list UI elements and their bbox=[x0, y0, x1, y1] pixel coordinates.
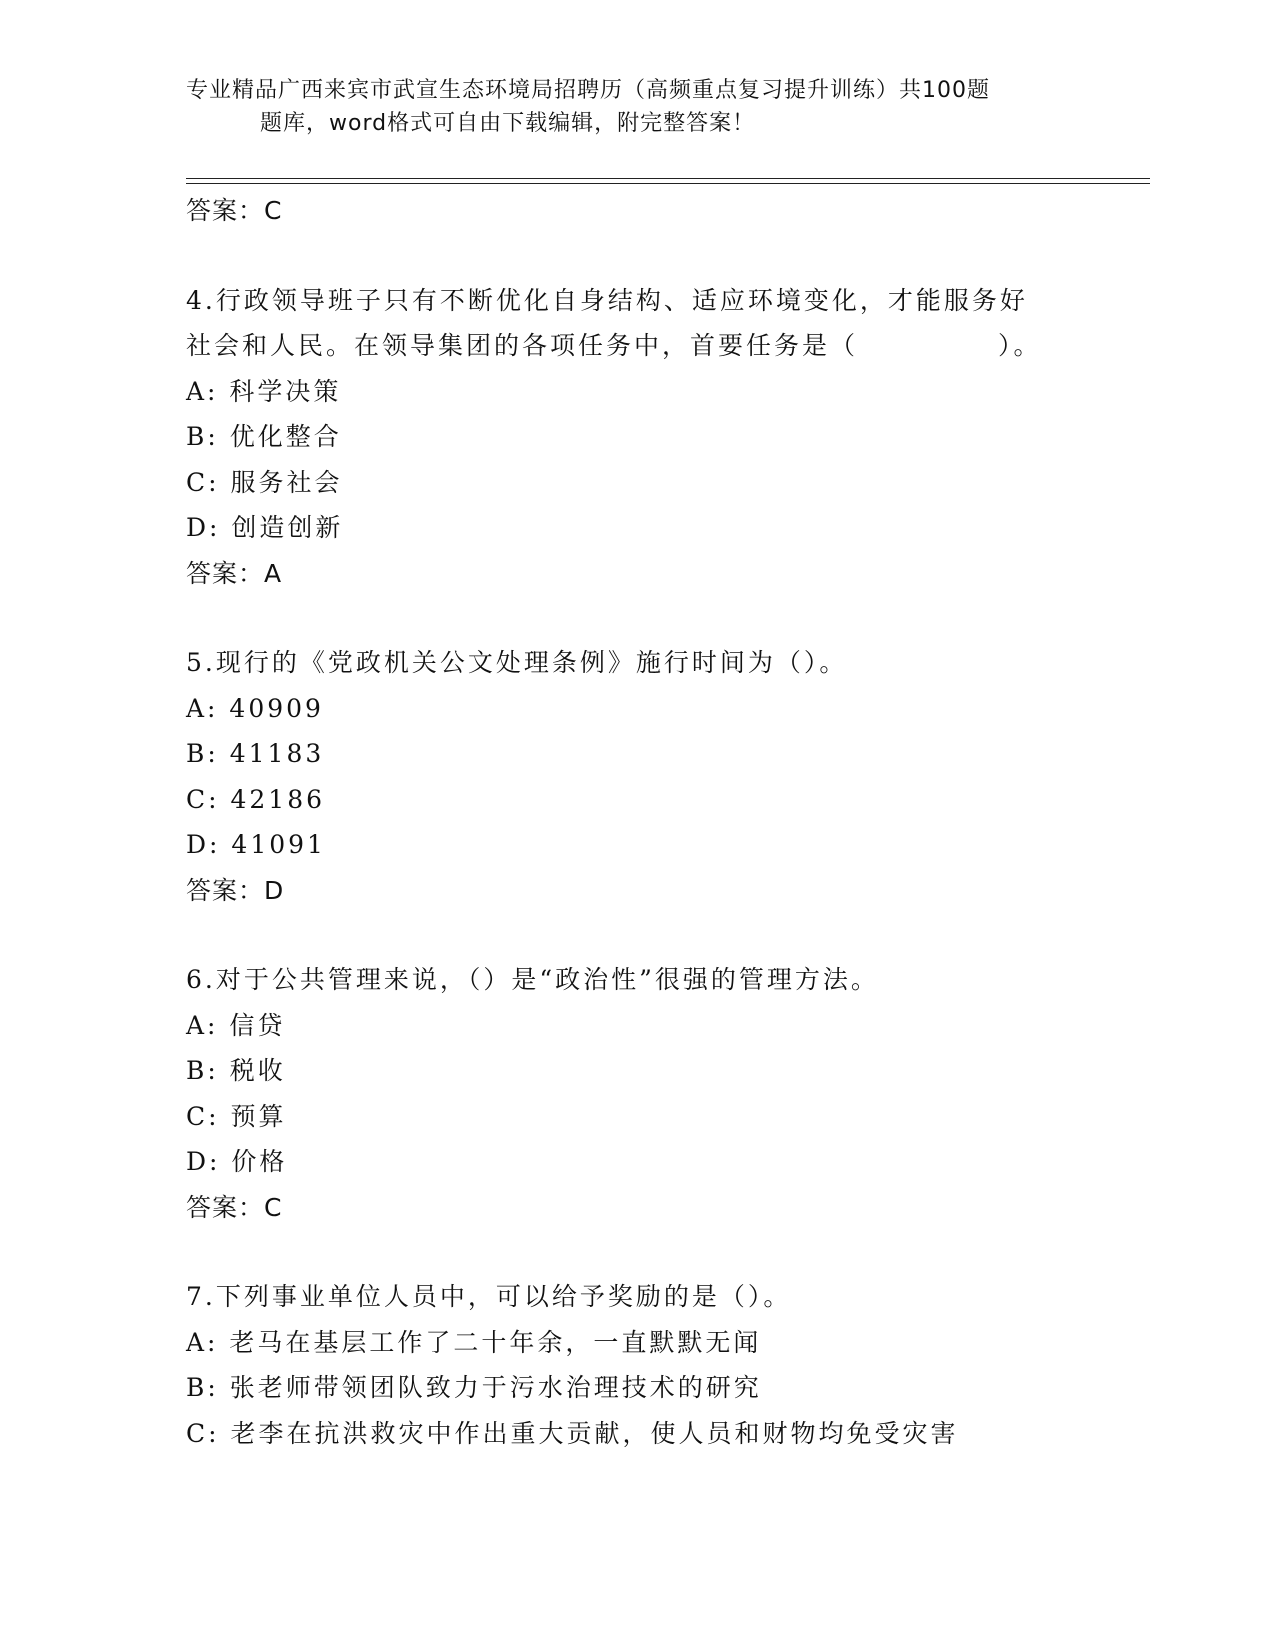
question-6 bbox=[186, 957, 1086, 1230]
option-c: C: 服务社会 bbox=[186, 467, 343, 497]
question-text: 4.行政领导班子只有不断优化自身结构、适应环境变化，才能服务好 bbox=[186, 285, 1028, 315]
question-text: 社会和人民。在领导集团的各项任务中，首要任务是（ ）。 bbox=[186, 331, 1042, 360]
option-d: D: 41091 bbox=[186, 830, 326, 859]
previous-answer: 答案：C bbox=[186, 196, 283, 225]
option-c: C: 老李在抗洪救灾中作出重大贡献，使人员和财物均免受灾害 bbox=[186, 1418, 959, 1448]
header-title-line1: 专业精品广西来宾市武宣生态环境局招聘历（高频重点复习提升训练）共100题 bbox=[186, 78, 990, 103]
option-a: A: 老马在基层工作了二十年余，一直默默无闻 bbox=[186, 1327, 762, 1357]
header-divider-bottom bbox=[186, 183, 1150, 184]
document-header bbox=[186, 74, 1066, 140]
header-title-line2: 题库，word格式可自由下载编辑，附完整答案！ bbox=[260, 111, 756, 136]
option-d: D: 价格 bbox=[186, 1147, 288, 1176]
question-text: 5.现行的《党政机关公文处理条例》施行时间为（）。 bbox=[186, 648, 848, 677]
answer: 答案：A bbox=[186, 558, 283, 588]
option-b: B: 税收 bbox=[186, 1056, 286, 1085]
answer: 答案：C bbox=[186, 1192, 283, 1222]
header-divider-top bbox=[186, 178, 1150, 179]
option-b: B: 优化整合 bbox=[186, 422, 342, 451]
question-text: 6.对于公共管理来说，（）是“政治性”很强的管理方法。 bbox=[186, 965, 879, 994]
option-a: A: 信贷 bbox=[186, 1010, 286, 1040]
option-d: D: 创造创新 bbox=[186, 513, 344, 542]
option-b: B: 张老师带领团队致力于污水治理技术的研究 bbox=[186, 1373, 762, 1402]
option-a: A: 科学决策 bbox=[186, 376, 342, 406]
question-4 bbox=[186, 278, 1086, 597]
option-c: C: 42186 bbox=[186, 784, 326, 814]
question-7 bbox=[186, 1274, 1086, 1456]
option-c: C: 预算 bbox=[186, 1101, 287, 1131]
option-a: A: 40909 bbox=[186, 693, 324, 723]
document-body bbox=[186, 188, 1086, 1456]
option-b: B: 41183 bbox=[186, 739, 325, 768]
question-text: 7.下列事业单位人员中，可以给予奖励的是（）。 bbox=[186, 1282, 792, 1311]
question-5 bbox=[186, 640, 1086, 913]
answer: 答案：D bbox=[186, 875, 285, 905]
